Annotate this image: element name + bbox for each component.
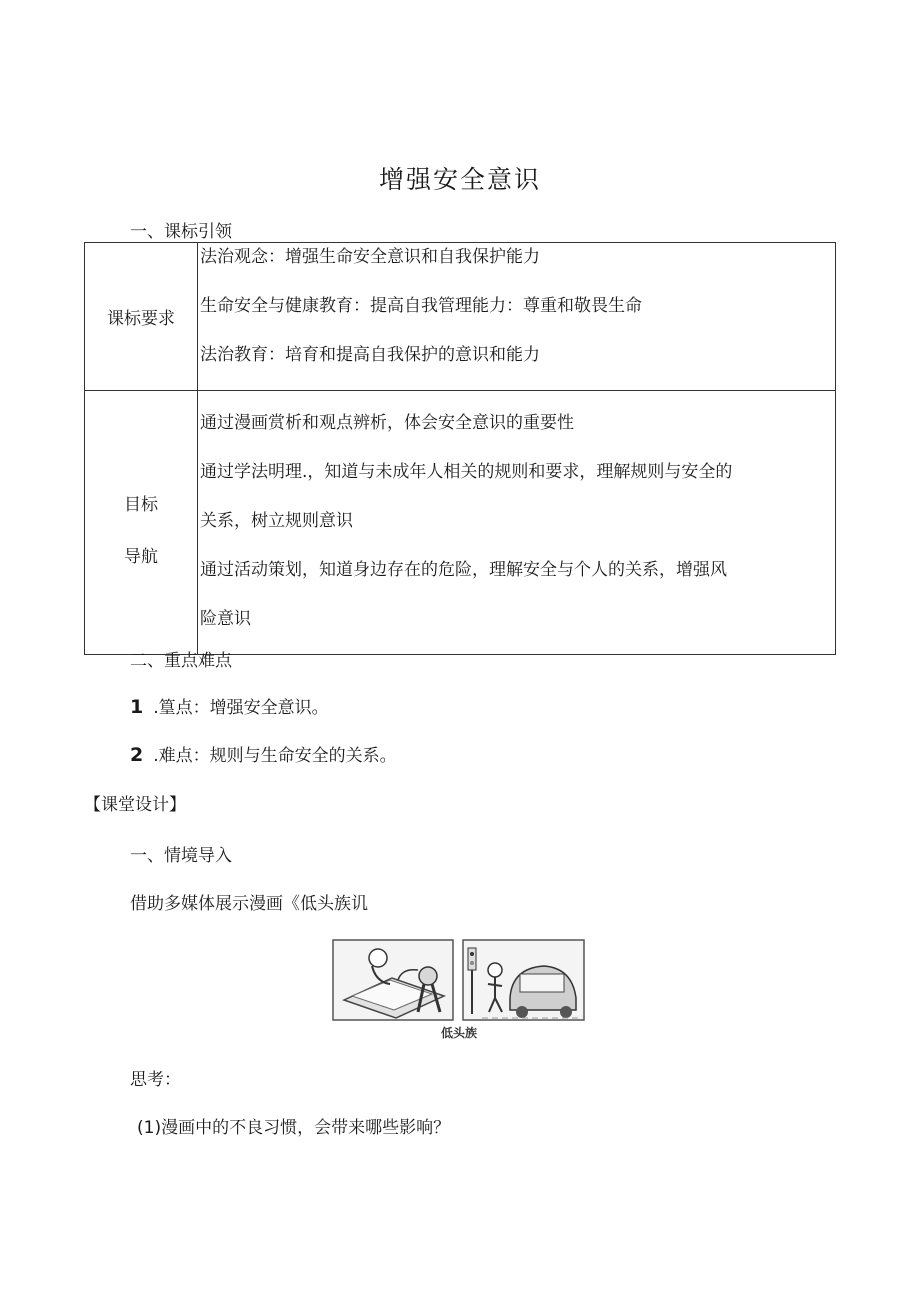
key-point-item [130, 693, 329, 718]
intro-heading: 一、情境导入 [130, 846, 232, 866]
key-point-text: .难点：规则与生命安全的关系。 [153, 746, 397, 766]
curriculum-table [84, 242, 836, 655]
table-content-goals [198, 391, 836, 655]
goal-line: 关系，树立规则意识 [200, 511, 353, 531]
table-label-goals [85, 391, 198, 655]
key-point-number: 1 [130, 696, 144, 718]
think-label: 思考： [130, 1070, 181, 1090]
goal-line: 通过学法明理.，知道与未成年人相关的规则和要求，理解规则与安全的 [200, 462, 733, 482]
comic-caption: 低头族 [440, 1026, 478, 1040]
goal-line: 通过漫画赏析和观点辨析，体会安全意识的重要性 [200, 413, 574, 433]
section-heading-key-points: 二、重点难点 [130, 651, 232, 671]
table-content-requirements [198, 243, 836, 391]
requirement-line: 生命安全与健康教育：提高自我管理能力：尊重和敬畏生命 [200, 296, 642, 316]
key-point-item [130, 741, 397, 766]
goal-line: 通过活动策划，知道身边存在的危险，理解安全与个人的关系，增强风 [200, 560, 727, 580]
goal-line: 险意识 [200, 609, 251, 629]
intro-text: 借助多媒体展示漫画《低头族讥 [130, 894, 368, 914]
table-label-requirements: 课标要求 [85, 243, 198, 391]
page-title: 增强安全意识 [378, 165, 541, 194]
section-heading-curriculum: 一、课标引领 [130, 222, 232, 242]
key-point-number: 2 [130, 744, 144, 766]
key-point-text: .篁点：增强安全意识。 [153, 698, 329, 718]
class-design-heading: 【课堂设计】 [84, 795, 186, 815]
question-item: (1)漫画中的不良习惯，会带来哪些影响？ [137, 1118, 451, 1138]
goal-label-line: 目标 [124, 494, 158, 515]
goal-label-line: 导航 [124, 546, 158, 567]
table-row [85, 391, 836, 655]
requirement-line: 法治教育：培育和提高自我保护的意识和能力 [200, 345, 540, 365]
requirement-line: 法治观念：增强生命安全意识和自我保护能力 [200, 247, 540, 267]
table-row [85, 243, 836, 391]
comic-illustration [332, 938, 586, 1043]
